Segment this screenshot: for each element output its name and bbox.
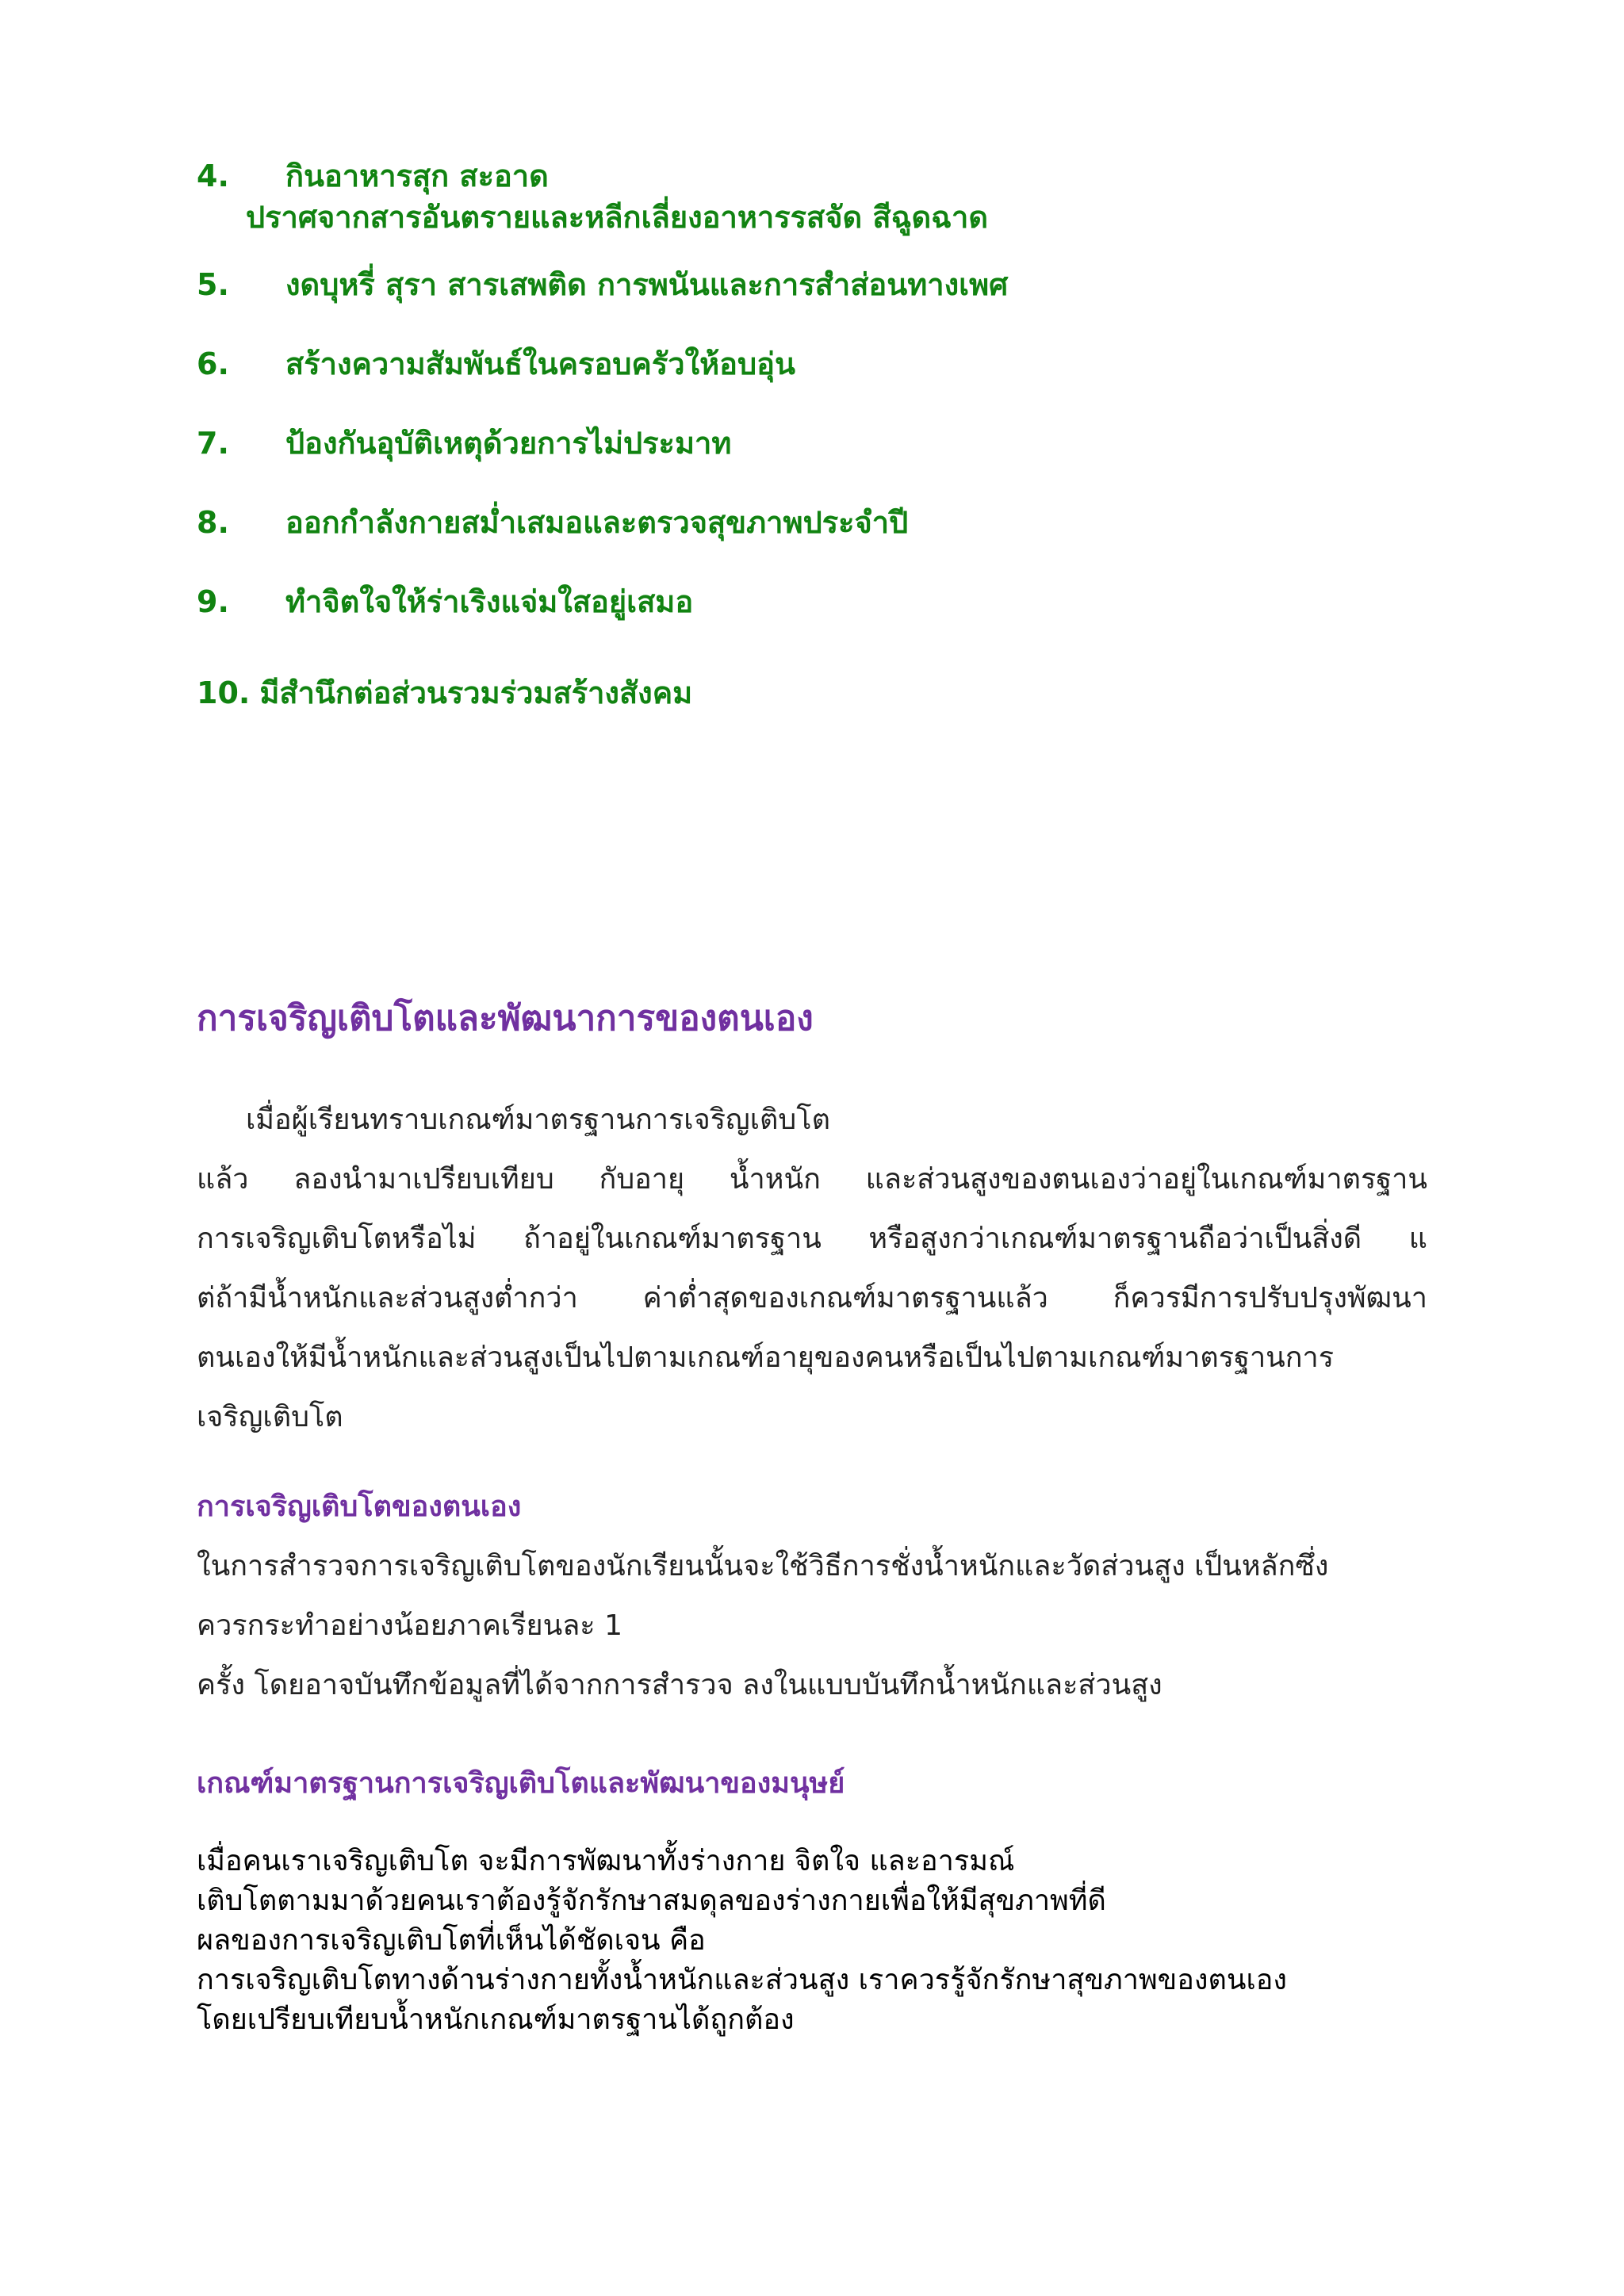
list-text-continuation: ปราศจากสารอันตรายและหลีกเลี่ยงอาหารรสจัด สีฉูดฉาด xyxy=(246,200,989,235)
list-number: 8. xyxy=(197,505,229,540)
list-number: 10. xyxy=(197,675,251,710)
list-text: งดบุหรี่ สุรา สารเสพติด การพนันและการสำส่อนทางเพศ xyxy=(285,267,1009,302)
list-number: 4. xyxy=(197,159,229,193)
list-number: 9. xyxy=(197,584,229,619)
list-item xyxy=(197,672,692,714)
paragraph-line: ตนเองให้มีน้ำหนักและส่วนสูงเป็นไปตามเกณฑ์อายุของคนหรือเป็นไปตามเกณฑ์มาตรฐานการ xyxy=(197,1341,1335,1374)
list-text: สร้างความสัมพันธ์ในครอบครัวให้อบอุ่น xyxy=(285,346,795,381)
list-text: กินอาหารสุก สะอาด xyxy=(285,159,549,193)
list-item xyxy=(197,155,988,238)
paragraph-line: เมื่อคนเราเจริญเติบโต จะมีการพัฒนาทั้งร่างกาย จิตใจ และอารมณ์ xyxy=(197,1845,1015,1877)
list-text: ออกกำลังกายสม่ำเสมอและตรวจสุขภาพประจำปี xyxy=(285,505,909,540)
paragraph-line: ในการสำรวจการเจริญเติบโตของนักเรียนนั้นจะใช้วิธีการชั่งน้ำหนักและวัดส่วนสูง เป็นหลักซึ่ง xyxy=(197,1550,1329,1582)
list-number: 6. xyxy=(197,346,229,381)
paragraph-line: การเจริญเติบโตทางด้านร่างกายทั้งน้ำหนักและส่วนสูง เราควรรู้จักรักษาสุขภาพของตนเอง xyxy=(197,1964,1287,1996)
intro-paragraph xyxy=(197,1090,1427,1447)
subsection-title: เกณฑ์มาตรฐานการเจริญเติบโตและพัฒนาของมนุษย์ xyxy=(197,1767,845,1800)
subsection-title: การเจริญเติบโตของตนเอง xyxy=(197,1490,522,1523)
paragraph-line: เมื่อผู้เรียนทราบเกณฑ์มาตรฐานการเจริญเติบโต xyxy=(246,1104,830,1136)
subsection-paragraph xyxy=(197,1842,1427,2040)
list-number: 5. xyxy=(197,267,229,302)
list-text: ป้องกันอุบัติเหตุด้วยการไม่ประมาท xyxy=(285,426,732,461)
paragraph-line: ผลของการเจริญเติบโตที่เห็นได้ชัดเจน คือ xyxy=(197,1924,706,1957)
list-number: 7. xyxy=(197,426,229,461)
paragraph-line: เจริญเติบโต xyxy=(197,1401,343,1433)
list-item xyxy=(197,581,693,622)
paragraph-line: เติบโตตามมาด้วยคนเราต้องรู้จักรักษาสมดุลของร่างกายเพื่อให้มีสุขภาพที่ดี xyxy=(197,1885,1106,1917)
list-item xyxy=(197,423,731,464)
list-text: มีสำนึกต่อส่วนรวมร่วมสร้างสังคม xyxy=(259,675,693,710)
subsection-paragraph xyxy=(197,1536,1427,1715)
list-text: ทำจิตใจให้ร่าเริงแจ่มใสอยู่เสมอ xyxy=(285,584,694,619)
list-item xyxy=(197,502,908,543)
paragraph-line: โดยเปรียบเทียบน้ำหนักเกณฑ์มาตรฐานได้ถูกต้อง xyxy=(197,2003,795,2036)
list-item xyxy=(197,343,795,385)
section-title: การเจริญเติบโตและพัฒนาการของตนเอง xyxy=(197,998,814,1039)
paragraph-line: ต่ถ้ามีน้ำหนักและส่วนสูงต่ำกว่า ค่าต่ำสุดของเกณฑ์มาตรฐานแล้ว ก็ควรมีการปรับปรุงพัฒนา xyxy=(197,1282,1427,1314)
paragraph-line: ครั้ง โดยอาจบันทึกข้อมูลที่ได้จากการสำรวจ ลงในแบบบันทึกน้ำหนักและส่วนสูง xyxy=(197,1669,1162,1701)
paragraph-line: การเจริญเติบโตหรือไม่ ถ้าอยู่ในเกณฑ์มาตรฐาน หรือสูงกว่าเกณฑ์มาตรฐานถือว่าเป็นสิ่งดี แ xyxy=(197,1223,1427,1255)
paragraph-line: แล้ว ลองนำมาเปรียบเทียบ กับอายุ น้ำหนัก และส่วนสูงของตนเองว่าอยู่ในเกณฑ์มาตรฐาน xyxy=(197,1163,1427,1196)
paragraph-line: ควรกระทำอย่างน้อยภาคเรียนละ 1 xyxy=(197,1609,622,1642)
list-item xyxy=(197,264,1008,305)
